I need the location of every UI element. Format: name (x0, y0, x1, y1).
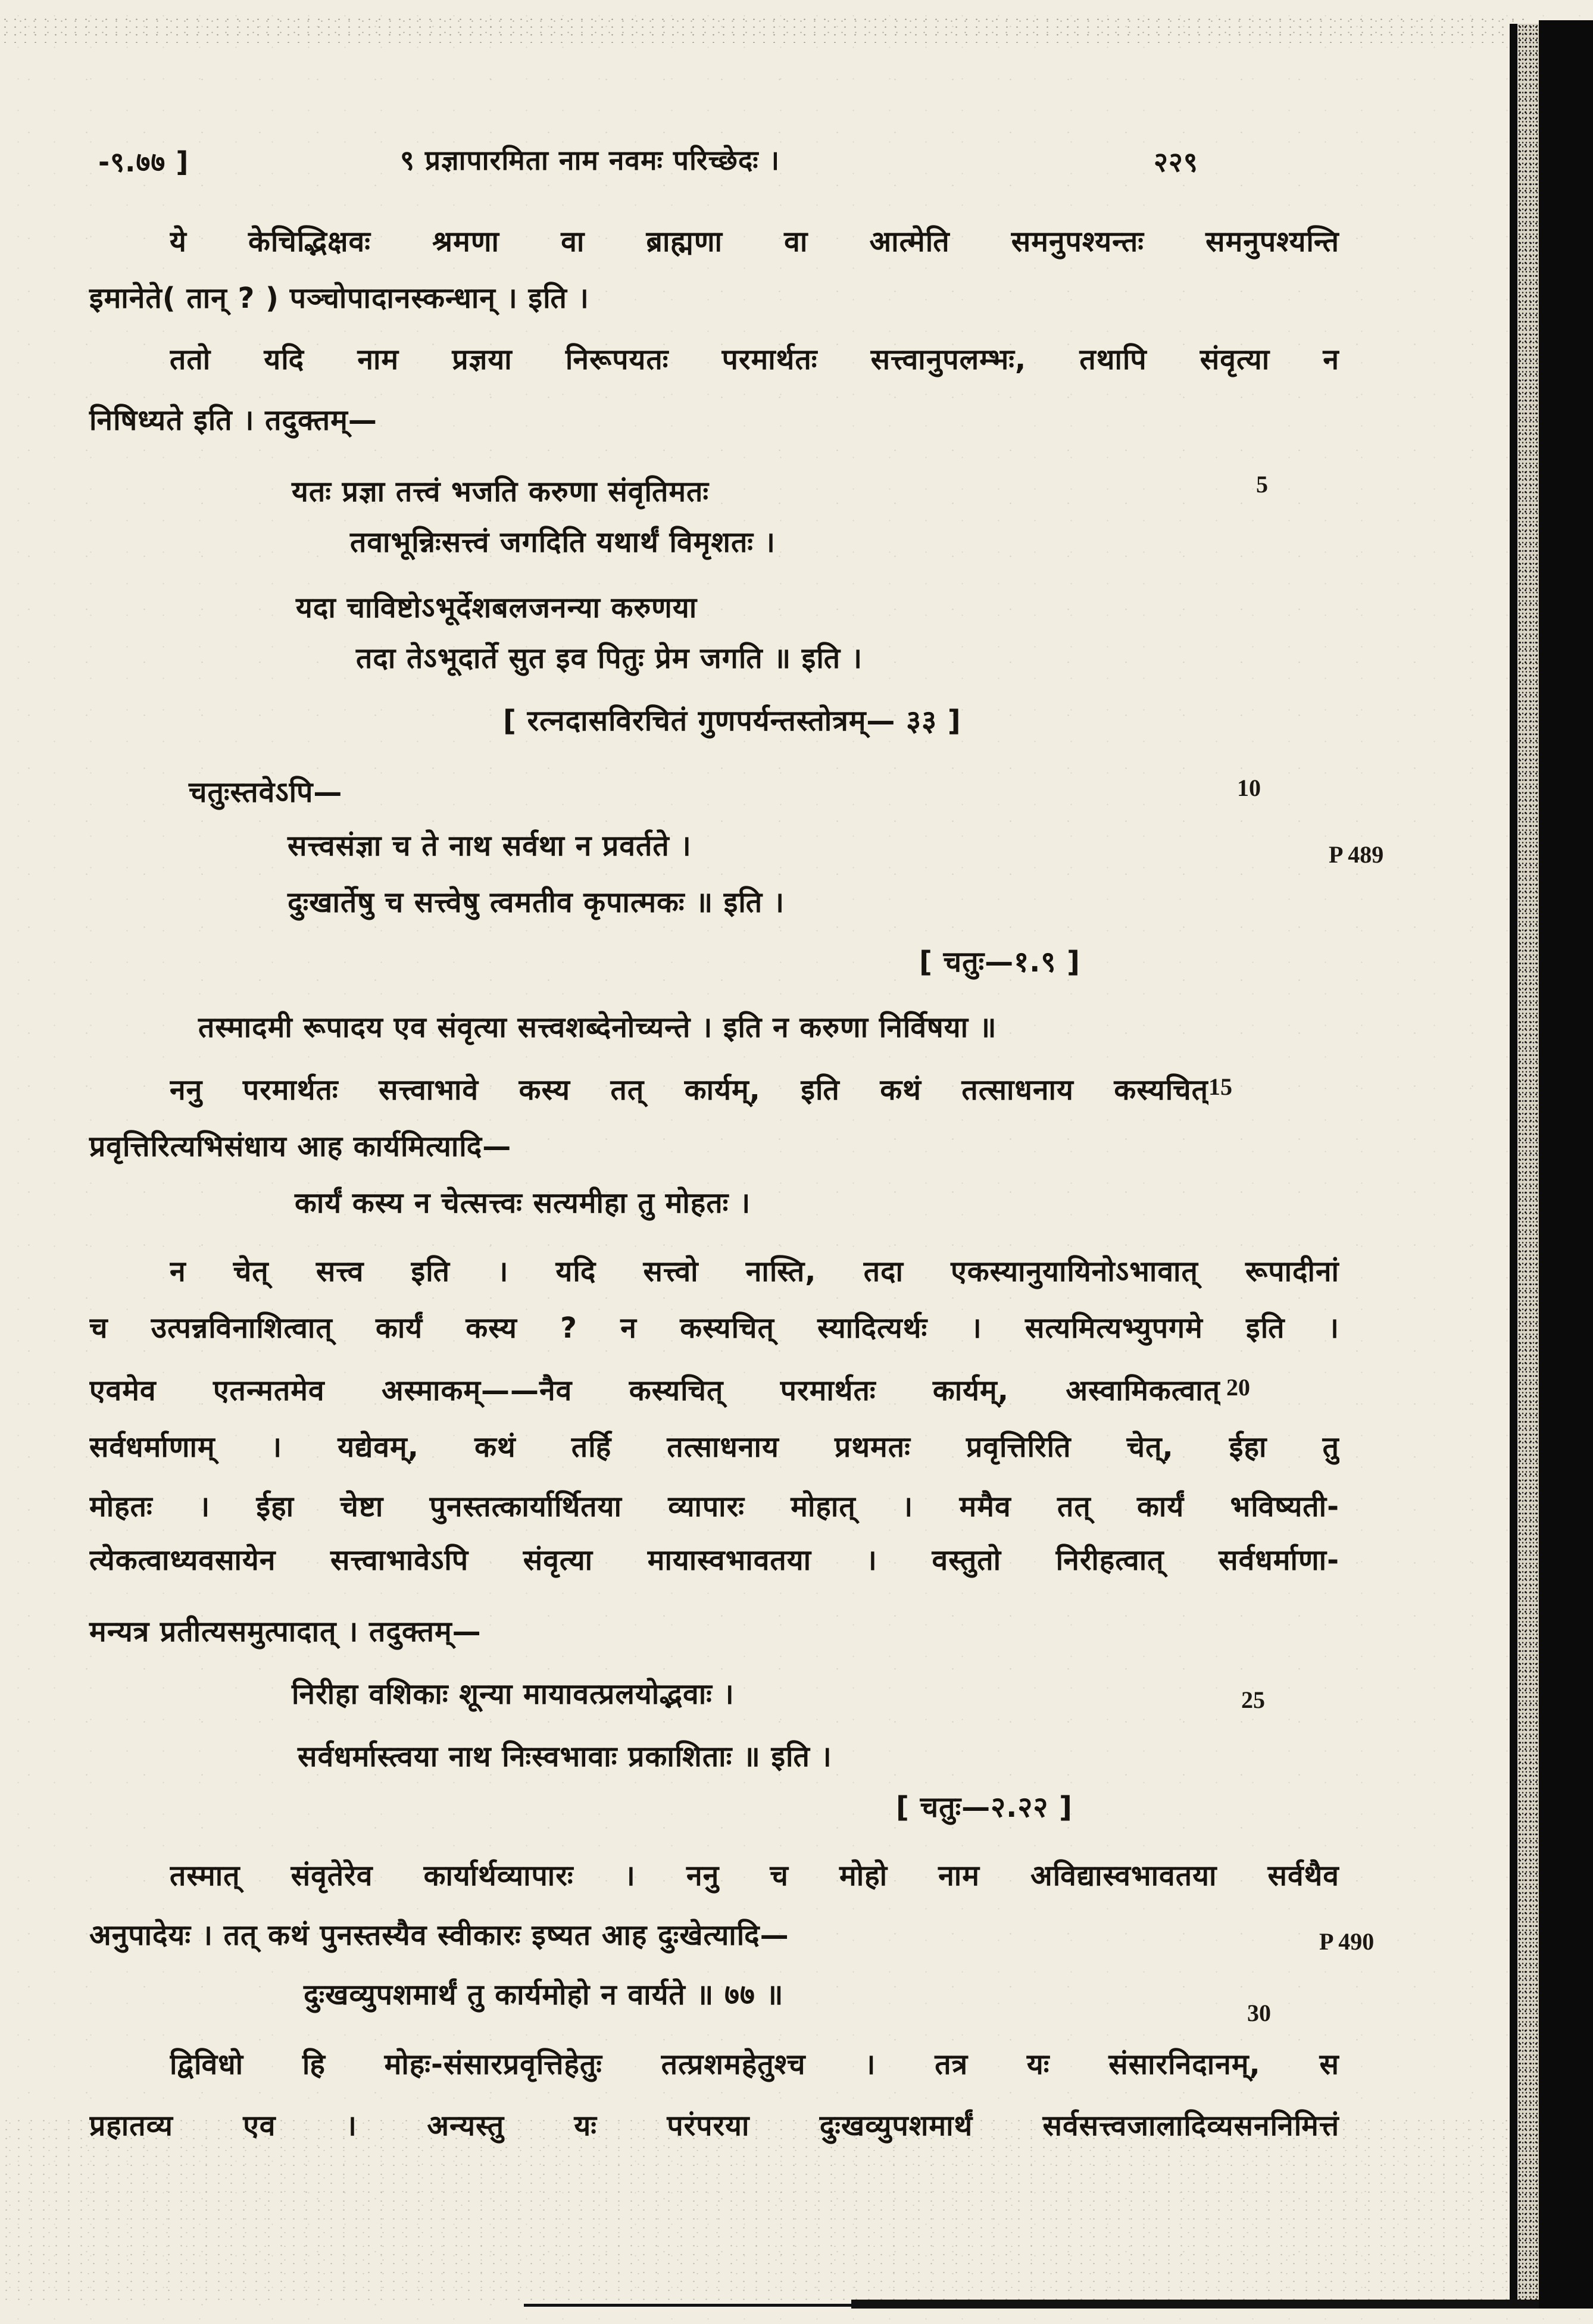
margin-page-ref: P 489 (1329, 841, 1384, 868)
text-line: एवमेव एतन्मतमेव अस्माकम्——नैव कस्यचित् परमार्थतः कार्यम्, अस्वामिकत्वात् (89, 1374, 1220, 1407)
verse-line: दुःखव्युपशमार्थं तु कार्यमोहो न वार्यते ॥ ७७ ॥ (304, 1978, 784, 2011)
text-line: तस्मात् संवृतेरेव कार्यार्थव्यापारः । ननु च मोहो नाम अविद्यास्वभावतया सर्वथैव (170, 1859, 1339, 1892)
text-line: च उत्पन्नविनाशित्वात् कार्यं कस्य ? न कस्यचित् स्यादित्यर्थः । सत्यमित्यभ्युपगमे इति । (89, 1311, 1339, 1345)
text-line: तस्मादमी रूपादय एव संवृत्या सत्त्वशब्देनोच्यन्ते । इति न करुणा निर्विषया ॥ (198, 1011, 997, 1044)
text-line: अनुपादेयः । तत् कथं पुनस्तस्यैव स्वीकारः इष्यत आह दुःखेत्यादि— (89, 1919, 789, 1952)
margin-line-number: 30 (1247, 2000, 1271, 2026)
verse-line: तवाभून्निःसत्त्वं जगदिति यथार्थं विमृशतः । (350, 526, 776, 559)
margin-line-number: 20 (1226, 1374, 1250, 1401)
margin-line-number: 10 (1237, 774, 1261, 801)
verse-line: तदा तेऽभूदार्ते सुत इव पितुः प्रेम जगति ॥ इति । (356, 642, 863, 675)
scan-bottom-edge-thick (851, 2300, 1539, 2309)
page-number: २२९ (1154, 146, 1198, 178)
citation-line: [ चतुः—२.२२ ] (896, 1791, 1073, 1824)
verse-range-marker: -९.७७ ] (98, 146, 189, 178)
verse-line: निरीहा वशिकाः शून्या मायावत्प्रलयोद्भवाः । (292, 1678, 735, 1711)
scan-gutter-noise (1517, 24, 1539, 2304)
text-line: प्रहातव्य एव । अन्यस्तु यः परंपरया दुःखव्युपशमार्थं सर्वसत्त्वजालादिव्यसननिमित्तं (89, 2109, 1339, 2142)
margin-line-number: 5 (1256, 471, 1268, 498)
text-line: ये केचिद्भिक्षवः श्रमणा वा ब्राह्मणा वा आत्मेति समनुपश्यन्तः समनुपश्यन्ति (170, 225, 1339, 258)
verse-line: यतः प्रज्ञा तत्त्वं भजति करुणा संवृतिमतः (292, 475, 710, 508)
scan-noise-band-top (0, 15, 1524, 43)
text-line: सर्वधर्माणाम् । यद्येवम्, कथं तर्हि तत्साधनाय प्रथमतः प्रवृत्तिरिति चेत्, ईहा तु (89, 1430, 1339, 1464)
margin-line-number: 15 (1208, 1073, 1232, 1100)
text-line: चतुःस्तवेऽपि— (189, 776, 343, 809)
scan-gutter-line (1510, 24, 1517, 2304)
text-line: द्विविधो हि मोहः-संसारप्रवृत्तिहेतुः तत्प्रशमहेतुश्च । तत्र यः संसारनिदानम्, स (170, 2048, 1339, 2081)
text-line: निषिध्यते इति । तदुक्तम्— (89, 404, 377, 437)
scan-gutter-shadow (1539, 20, 1593, 2309)
verse-line: दुःखार्तेषु च सत्त्वेषु त्वमतीव कृपात्मकः ॥ इति । (288, 886, 785, 919)
text-line: मोहतः । ईहा चेष्टा पुनस्तत्कार्यार्थितया व्यापारः मोहात् । ममैव तत् कार्यं भविष्यती- (89, 1490, 1339, 1523)
chapter-title: ९ प्रज्ञापारमिता नाम नवमः परिच्छेदः । (400, 144, 780, 176)
text-line: प्रवृत्तिरित्यभिसंधाय आह कार्यमित्यादि— (89, 1130, 512, 1163)
verse-attribution: [ रत्नदासविरचितं गुणपर्यन्तस्तोत्रम्— ३३ ] (503, 704, 961, 738)
text-line: ततो यदि नाम प्रज्ञया निरूपयतः परमार्थतः सत्त्वानुपलम्भः, तथापि संवृत्या न (170, 343, 1339, 376)
text-line: त्येकत्वाध्यवसायेन सत्त्वाभावेऽपि संवृत्या मायास्वभावतया । वस्तुतो निरीहत्वात् सर्वधर्माणा- (89, 1544, 1339, 1577)
citation-line: [ चतुः—१.९ ] (919, 945, 1080, 979)
verse-line: सर्वधर्मास्त्वया नाथ निःस्वभावाः प्रकाशिताः ॥ इति । (298, 1740, 832, 1773)
verse-line: सत्त्वसंज्ञा च ते नाथ सर्वथा न प्रवर्तते । (288, 829, 692, 863)
text-line: न चेत् सत्त्व इति । यदि सत्त्वो नास्ति, तदा एकस्यानुयायिनोऽभावात् रूपादीनां (170, 1255, 1339, 1288)
verse-line: कार्यं कस्य न चेत्सत्त्वः सत्यमीहा तु मोहतः । (295, 1186, 751, 1220)
text-line: मन्यत्र प्रतीत्यसमुत्पादात् । तदुक्तम्— (89, 1615, 482, 1648)
text-line: इमानेते( तान् ? ) पञ्चोपादानस्कन्धान् । इति । (89, 282, 589, 315)
margin-line-number: 25 (1241, 1686, 1265, 1713)
text-line: ननु परमार्थतः सत्त्वाभावे कस्य तत् कार्यम्, इति कथं तत्साधनाय कस्यचित् (170, 1073, 1208, 1107)
verse-line: यदा चाविष्टोऽभूर्देशबलजनन्या करुणया (296, 591, 698, 624)
margin-page-ref: P 490 (1319, 1928, 1375, 1955)
